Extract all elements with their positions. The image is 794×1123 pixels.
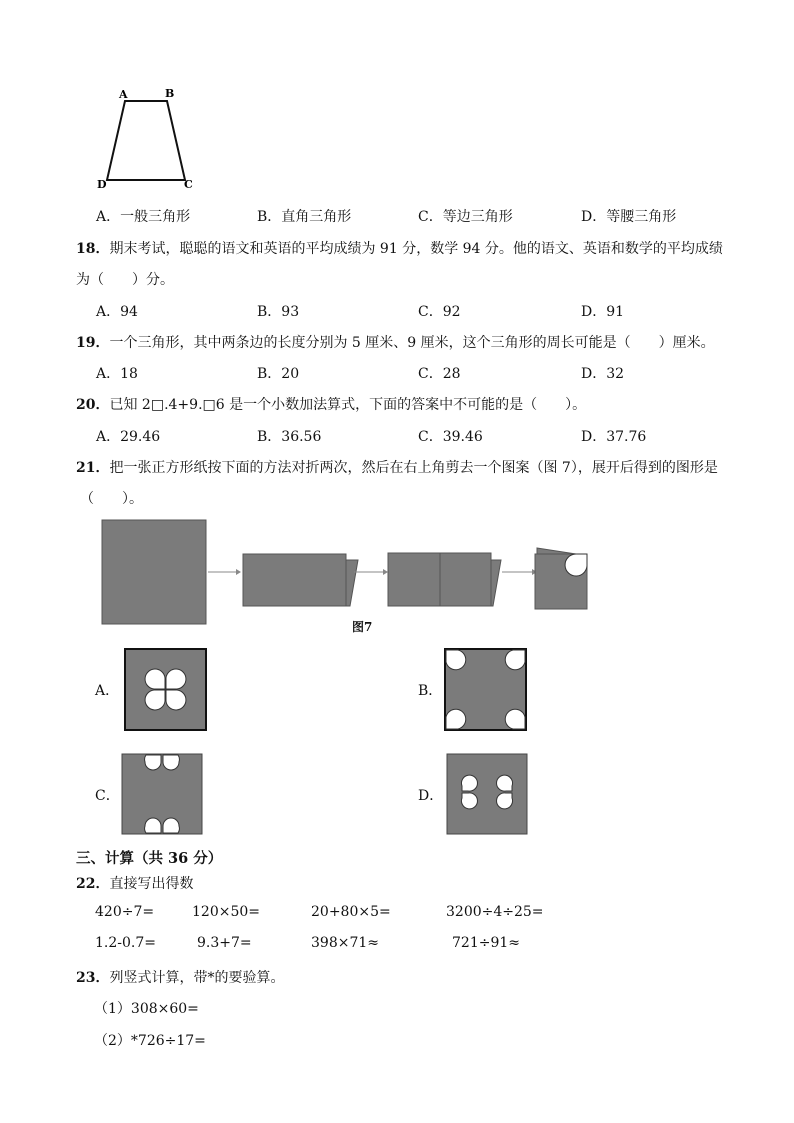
- q17-option-a: A．一般三角形: [96, 209, 191, 225]
- q23-text: 列竖式计算，带*的要验算。: [109, 970, 285, 986]
- q18-option-b: B．93: [257, 304, 300, 320]
- q20-option-a: A．29.46: [96, 429, 161, 445]
- choice-d-figure: [446, 753, 530, 837]
- vertex-label-c: C: [184, 178, 193, 191]
- q22-item: 9.3+7=: [197, 935, 252, 951]
- q20-option-b: B．36.56: [257, 429, 322, 445]
- q21-choice-label-c: C．: [95, 788, 120, 804]
- q19-line: [76, 332, 715, 352]
- q23-item-2: （2）*726÷17=: [94, 1033, 206, 1049]
- q23-line: [76, 967, 284, 987]
- figure-caption: 图7: [352, 620, 373, 634]
- q22-item: 1.2-0.7=: [95, 935, 156, 951]
- q20-option-d: D．37.76: [581, 429, 647, 445]
- q19-option-c: C．28: [418, 366, 461, 382]
- paper-folded-panels: [388, 553, 501, 606]
- q22-line: [76, 873, 193, 893]
- q18-option-d: D．91: [581, 304, 625, 320]
- paper-full-square: [102, 520, 206, 624]
- vertex-label-a: A: [119, 88, 128, 101]
- arrow-right-icon: [502, 569, 537, 575]
- q21-number: 21．: [76, 460, 110, 476]
- arrow-right-icon: [354, 569, 388, 575]
- vertex-label-b: B: [165, 87, 175, 100]
- q17-option-d: D．等腰三角形: [581, 209, 677, 225]
- q22-item: 20+80×5=: [311, 904, 391, 920]
- q18-option-c: C．92: [418, 304, 461, 320]
- vertex-label-d: D: [97, 178, 107, 191]
- paper-folded-twice-cut: [535, 548, 587, 609]
- trapezoid-figure: [95, 84, 205, 194]
- choice-b-figure: [444, 648, 528, 732]
- q17-option-b: B．直角三角形: [257, 209, 352, 225]
- q18-number: 18．: [76, 241, 110, 257]
- choice-a-figure: [124, 648, 208, 732]
- q22-item: 398×71≈: [311, 935, 379, 951]
- q22-item: 120×50=: [192, 904, 260, 920]
- q20-number: 20．: [76, 397, 110, 413]
- q21-choice-label-a: A．: [95, 683, 120, 699]
- q23-item-1: （1）308×60=: [94, 1001, 199, 1017]
- q23-number: 23．: [76, 970, 110, 986]
- q21-text: 把一张正方形纸按下面的方法对折两次，然后在右上角剪去一个图案（图 7），展开后得到的图形是: [109, 460, 718, 476]
- q19-text: 一个三角形，其中两条边的长度分别为 5 厘米、9 厘米，这个三角形的周长可能是（ ）厘米。: [109, 335, 715, 351]
- q19-number: 19．: [76, 335, 110, 351]
- section-3-title: 三、计算（共 36 分）: [76, 850, 223, 867]
- q18-line1: [76, 238, 723, 258]
- q20-text: 已知 2□.4+9.□6 是一个小数加法算式，下面的答案中不可能的是（ ）。: [109, 397, 587, 413]
- q22-text: 直接写出得数: [109, 876, 194, 892]
- paper-folded-once: [243, 554, 358, 606]
- q19-option-b: B．20: [257, 366, 300, 382]
- q18-option-a: A．94: [96, 304, 138, 320]
- q20-option-c: C．39.46: [418, 429, 483, 445]
- q18-text: 期末考试，聪聪的语文和英语的平均成绩为 91 分，数学 94 分。他的语文、英语和数学的平均成绩: [109, 241, 723, 257]
- folding-figure: [100, 518, 600, 638]
- q19-option-a: A．18: [96, 366, 138, 382]
- choice-c-figure: [121, 753, 205, 837]
- q18-line2: 为（ ）分。: [76, 272, 174, 288]
- q20-line: [76, 394, 586, 414]
- q22-number: 22．: [76, 876, 110, 892]
- q22-item: 420÷7=: [95, 904, 155, 920]
- q22-item: 3200÷4÷25=: [446, 904, 544, 920]
- q21-line2: （ ）。: [80, 491, 143, 507]
- arrow-right-icon: [208, 569, 241, 575]
- q21-choice-label-b: B．: [418, 683, 443, 699]
- q21-line1: [76, 457, 718, 477]
- q17-option-c: C．等边三角形: [418, 209, 513, 225]
- q21-choice-label-d: D．: [418, 788, 444, 804]
- q19-option-d: D．32: [581, 366, 625, 382]
- q22-item: 721÷91≈: [452, 935, 520, 951]
